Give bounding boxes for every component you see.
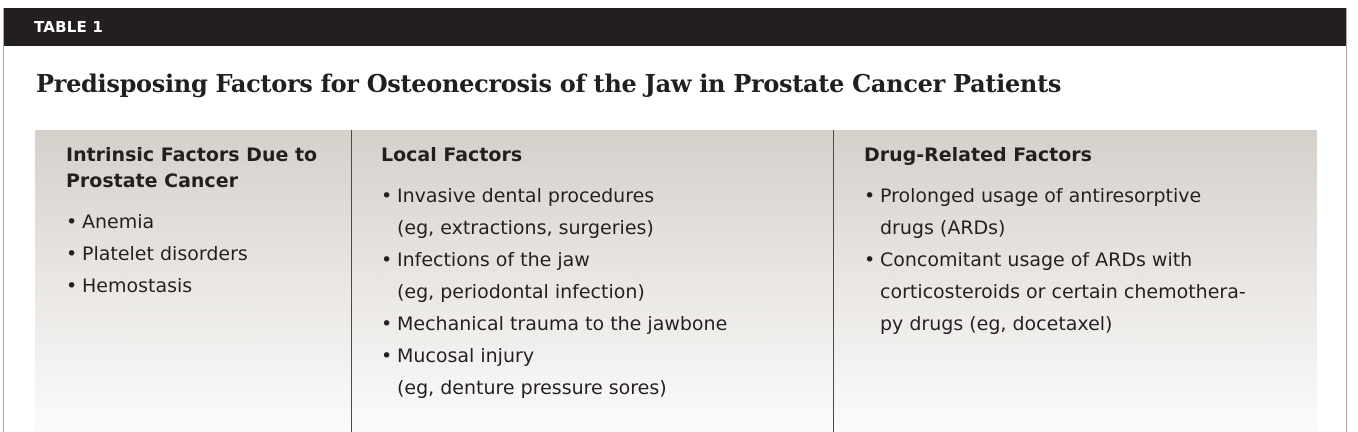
list-item-text: (eg, periodontal infection) [397, 281, 645, 303]
table-frame [3, 8, 1347, 432]
list-item-text: Invasive dental procedures [397, 185, 655, 207]
list-item-text: Anemia [82, 211, 155, 233]
list-item-text: Hemostasis [82, 275, 193, 297]
column-heading [381, 142, 522, 168]
column-heading [66, 142, 346, 194]
factors-table [35, 130, 1317, 432]
list-item-text: Platelet disorders [82, 243, 248, 265]
bullet: • [66, 275, 78, 297]
bullet: • [864, 249, 876, 271]
column-heading-line: Drug-Related Factors [864, 144, 1092, 166]
list-item [66, 270, 346, 302]
list-item [864, 180, 1304, 244]
table-title: Predisposing Factors for Osteonecrosis of the Jaw in Prostate Cancer Patients [36, 69, 1062, 98]
list-item [864, 244, 1304, 340]
list-item-text: (eg, extractions, surgeries) [397, 217, 654, 239]
list-item-text: py drugs (eg, docetaxel) [880, 313, 1113, 335]
column-drug-related-factors [833, 130, 1317, 432]
list-item-text: corticosteroids or certain chemothera- [880, 281, 1246, 303]
bullet: • [381, 249, 393, 271]
list-item [381, 340, 831, 404]
column-heading-line: Local Factors [381, 144, 523, 166]
factor-list [864, 180, 1304, 340]
list-item [66, 206, 346, 238]
column-local-factors [351, 130, 833, 432]
factor-list [66, 206, 346, 302]
table-header-bar [4, 8, 1346, 46]
list-item [381, 180, 831, 244]
list-item-text: Mucosal injury [397, 345, 535, 367]
bullet: • [66, 211, 78, 233]
list-item-text: Concomitant usage of ARDs with [880, 249, 1193, 271]
list-item-text: Infections of the jaw [397, 249, 590, 271]
list-item-text: (eg, denture pressure sores) [397, 377, 667, 399]
bullet: • [66, 243, 78, 265]
list-item-text: drugs (ARDs) [880, 217, 1006, 239]
bullet: • [864, 185, 876, 207]
bullet: • [381, 185, 393, 207]
factor-list [381, 180, 831, 404]
list-item [381, 244, 831, 308]
column-intrinsic-factors [35, 130, 351, 432]
bullet: • [381, 345, 393, 367]
table-label: TABLE 1 [34, 18, 103, 36]
column-heading [864, 142, 1092, 168]
list-item-text: Prolonged usage of antiresorptive [880, 185, 1202, 207]
column-heading-line: Intrinsic Factors Due to [66, 144, 318, 166]
list-item-text: Mechanical trauma to the jawbone [397, 313, 728, 335]
list-item [381, 308, 831, 340]
bullet: • [381, 313, 393, 335]
column-heading-line: Prostate Cancer [66, 170, 238, 192]
list-item [66, 238, 346, 270]
